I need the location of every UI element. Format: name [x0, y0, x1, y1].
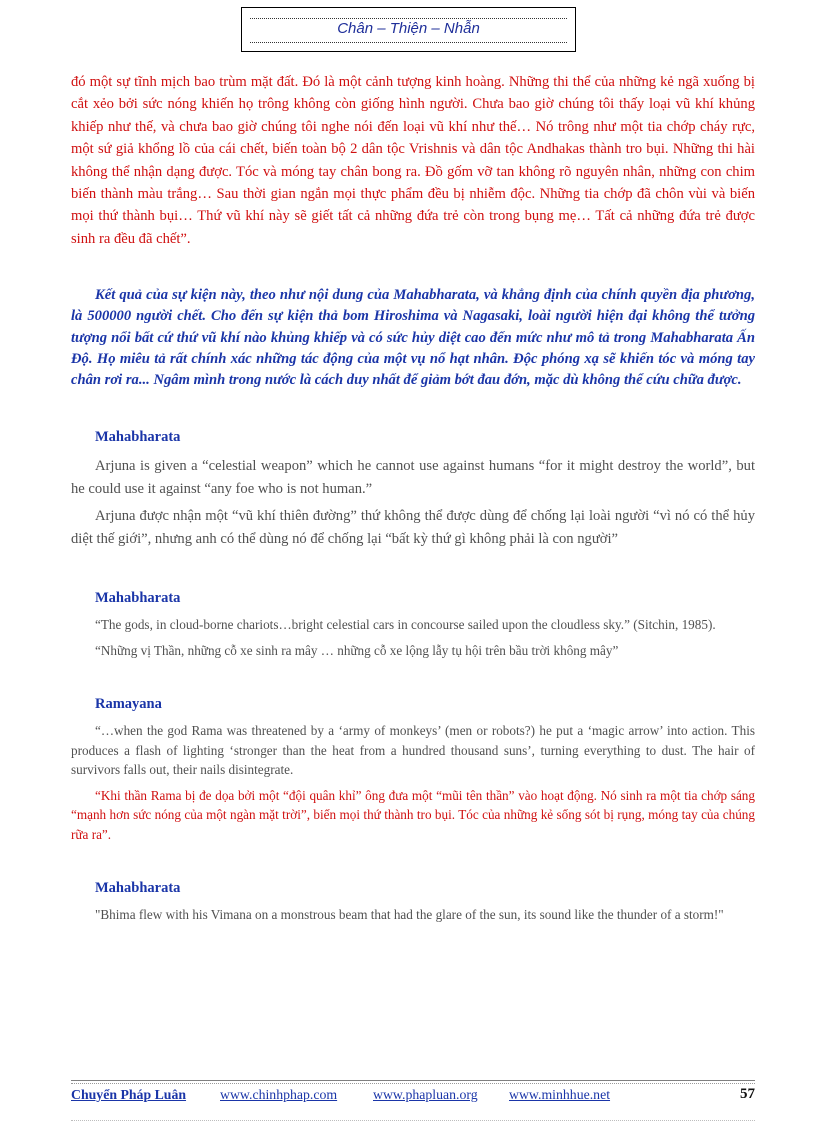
footer-link-chinhphap[interactable]: www.chinhphap.com	[220, 1087, 338, 1102]
section-2	[71, 590, 755, 660]
page-body	[71, 71, 755, 925]
intro-paragraph: đó một sự tĩnh mịch bao trùm mặt đất. Đó là một cảnh tượng kinh hoàng. Những thi thể của những kẻ ngã xuống bị cắt xẻo bởi sức nóng khiến họ trông không còn giống hình người. Chưa bao giờ chúng tôi thấy loại vũ khí khủng khiếp như thế, và chưa bao giờ chúng tôi nghe nói đến loại vũ khí như thế… Nó trông như một tia chớp cháy rực, một sứ giả khổng lồ của cái chết, biến toàn bộ 2 dân tộc Vrishnis và dân tộc Andhakas thành tro bụi. Những thi hài không thể nhận dạng được. Tóc và móng tay chân bong ra. Đồ gốm vỡ tan không rõ nguyên nhân, những con chim biến thành màu trắng… Sau thời gian ngắn mọi thực phẩm đều bị nhiễm độc. Những tia chớp đã chôn vùi và biến mọi thứ thành bụi… Thứ vũ khí này sẽ giết tất cả những đứa trẻ còn trong bụng mẹ… Tất cả những đứa trẻ được sinh ra đều đã chết”.	[71, 74, 755, 247]
english-quote: “The gods, in cloud-borne chariots…bright celestial cars in concourse sailed upon the cloudless sky.” (Sitchin, 1985).	[95, 617, 716, 633]
section-heading: Mahabharata	[95, 429, 181, 446]
section-heading: Mahabharata	[95, 880, 181, 897]
vietnamese-translation: Arjuna được nhận một “vũ khí thiên đường” thứ không thể được dùng để chống lại loài người “vì nó có thể hủy diệt thế giới”, nhưng anh có thể dùng nó để chống lại “bất kỳ thứ gì không phải là con người”	[71, 508, 755, 547]
section-1	[71, 429, 755, 550]
english-quote: “…when the god Rama was threatened by a ‘army of monkeys’ (men or robots?) he put a ‘magic arrow’ into action. This produces a flash of lighting ‘stronger than the heat from a hundred thousand suns’, turning everything to dust. The hair of survivors falls out, their nails disintegrate.	[71, 723, 755, 778]
header-dotted-rule-bottom	[250, 42, 567, 43]
page-footer	[71, 1080, 755, 1107]
page-number: 57	[740, 1086, 755, 1102]
english-quote: Arjuna is given a “celestial weapon” which he cannot use against humans “for it might destroy the world”, but he could use it against “any foe who is not human.”	[71, 458, 755, 497]
header-title: Chân – Thiện – Nhẫn	[337, 20, 480, 37]
section-4	[71, 880, 755, 925]
vietnamese-translation: “Khi thần Rama bị đe dọa bởi một “đội quân khỉ” ông đưa một “mũi tên thần” vào hoạt động. Nó sinh ra một tia chớp sáng “mạnh hơn sức nóng của một ngàn mặt trời”, biến mọi thứ thành tro bụi. Tóc của những kẻ sống sót bị rụng, móng tay của chúng rữa ra”.	[71, 787, 755, 842]
running-header	[241, 7, 576, 52]
bottom-dotted-rule	[71, 1120, 755, 1121]
header-dotted-rule-top	[250, 18, 567, 19]
section-3	[71, 696, 755, 844]
commentary-paragraph: Kết quả của sự kiện này, theo như nội dung của Mahabharata, và khẳng định của chính quyền địa phương, là 500000 người chết. Cho đến sự kiện thả bom Hiroshima và Nagasaki, loài người hiện đại không thể tưởng tượng nổi bất cứ thứ vũ khí nào khủng khiếp và có sức hủy diệt cao đến mức như mô tả trong Mahabharata Ấn Độ. Họ miêu tả rất chính xác những tác động của một vụ nổ hạt nhân. Độc phóng xạ sẽ khiến tóc và móng tay chân rơi ra... Ngâm mình trong nước là cách duy nhất để giảm bớt đau đớn, mặc dù không thể cứu chữa được.	[71, 287, 755, 389]
english-quote: "Bhima flew with his Vimana on a monstrous beam that had the glare of the sun, its sound like the thunder of a storm!"	[95, 907, 724, 923]
footer-link-phapluan[interactable]: www.phapluan.org	[373, 1087, 478, 1102]
section-heading: Ramayana	[95, 696, 162, 713]
vietnamese-translation: “Những vị Thần, những cỗ xe sinh ra mây … những cỗ xe lộng lẫy tụ hội trên bầu trời không mây”	[95, 642, 619, 658]
footer-dotted-rule	[71, 1083, 755, 1084]
footer-link-minhhue[interactable]: www.minhhue.net	[509, 1087, 611, 1102]
section-heading: Mahabharata	[95, 590, 181, 607]
footer-brand-link[interactable]: Chuyển Pháp Luân	[71, 1087, 187, 1102]
